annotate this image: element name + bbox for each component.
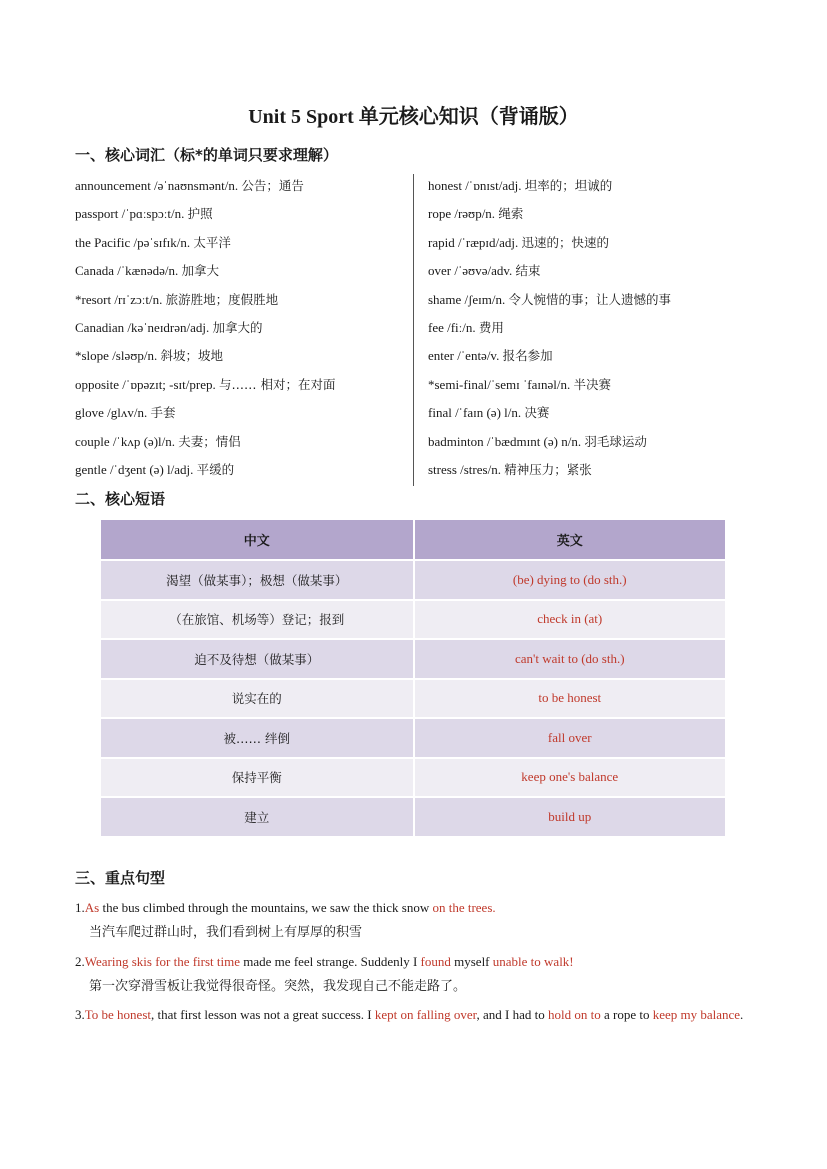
vocab-word: rope /rəʊp/n. (428, 206, 496, 222)
table-header-row (101, 520, 726, 560)
vocab-word: fee /fiː/n. (428, 319, 476, 335)
phrase-chinese: 被…… 绊倒 (101, 718, 414, 758)
vocab-meaning: 加拿大 (181, 263, 220, 279)
vocab-word: shame /ʃeɪm/n. (428, 291, 506, 307)
vocab-item (75, 257, 335, 285)
sentence-text: . (740, 1007, 744, 1022)
vocab-meaning: 旅游胜地；度假胜地 (165, 291, 279, 307)
highlight: Wearing skis for the first time (84, 954, 241, 969)
vocab-meaning: 坦率的；坦诚的 (524, 178, 613, 193)
vocab-item (428, 229, 671, 257)
sentence-number: 1. (75, 900, 85, 915)
sentence-text: made me feel strange. Suddenly I (240, 954, 421, 969)
vocab-meaning: 决赛 (524, 405, 550, 421)
vocab-meaning: 与…… 相对；在对面 (219, 376, 336, 392)
phrase-english: check in (at) (414, 600, 727, 640)
phrase-english: (be) dying to (do sth.) (414, 560, 727, 600)
sentence-number: 3. (75, 1007, 85, 1022)
table-row (101, 600, 726, 640)
vocab-word: honest /ˈɒnɪst/adj. (428, 178, 522, 193)
section-sentences-heading: 三、重点句型 (75, 869, 166, 887)
vocab-word: announcement /əˈnaʊnsmənt/n. (75, 178, 239, 193)
vocab-item (428, 314, 671, 342)
vocab-item (75, 428, 335, 456)
vocab-word: enter /ˈentə/v. (428, 348, 500, 364)
vocab-item (428, 172, 671, 200)
vocab-item (428, 456, 671, 484)
vocab-word: the Pacific /pəˈsɪfɪk/n. (75, 234, 191, 250)
column-divider (413, 174, 414, 486)
vocab-word: over /ˈəʊvə/adv. (428, 263, 513, 279)
sentence-3 (75, 1002, 755, 1027)
vocab-meaning: 公告；通告 (241, 178, 304, 193)
vocab-item (75, 342, 335, 370)
table-row (101, 560, 726, 600)
vocab-word: *resort /rɪˈzɔːt/n. (75, 291, 163, 307)
vocab-meaning: 羽毛球运动 (584, 433, 647, 449)
vocab-meaning: 报名参加 (502, 348, 553, 364)
vocab-item (75, 314, 335, 342)
vocab-item (75, 229, 335, 257)
vocab-item (428, 371, 671, 399)
vocab-meaning: 加拿大的 (212, 319, 263, 335)
table-row (101, 797, 726, 836)
table-row (101, 758, 726, 798)
highlight: found (420, 954, 451, 969)
table-row (101, 639, 726, 679)
vocab-word: opposite /ˈɒpəzɪt; -sɪt/prep. (75, 376, 216, 392)
phrase-english: to be honest (414, 679, 727, 719)
highlight: unable to walk! (492, 954, 574, 969)
vocab-word: Canadian /kəˈneɪdrən/adj. (75, 319, 210, 335)
vocab-word: rapid /ˈræpɪd/adj. (428, 234, 519, 250)
vocab-meaning: 平缓的 (196, 461, 235, 477)
vocab-word: stress /stres/n. (428, 461, 501, 477)
sentence-1-english (75, 895, 755, 920)
phrase-chinese: 说实在的 (101, 679, 414, 719)
vocab-word: *slope /sləʊp/n. (75, 348, 158, 364)
highlight: hold on to (547, 1007, 601, 1022)
phrase-chinese: 迫不及待想（做某事） (101, 639, 414, 679)
highlight: To be honest (84, 1007, 151, 1022)
sentence-1-chinese: 当汽车爬过群山时，我们看到树上有厚厚的积雪 (89, 925, 363, 940)
section-phrases-heading: 二、核心短语 (75, 490, 166, 508)
phrase-english: can't wait to (do sth.) (414, 639, 727, 679)
phrase-chinese: （在旅馆、机场等）登记；报到 (101, 600, 414, 640)
vocab-meaning: 绳索 (498, 206, 524, 222)
vocab-meaning: 结束 (515, 263, 541, 279)
sentence-1 (75, 895, 755, 945)
vocab-word: passport /ˈpɑːspɔːt/n. (75, 206, 185, 222)
vocab-item (75, 172, 335, 200)
sentence-text: , and I had to (476, 1007, 548, 1022)
vocab-meaning: 半决赛 (573, 376, 611, 392)
vocab-list-left (75, 172, 335, 484)
sentence-text: the bus climbed through the mountains, we saw the thick snow (99, 900, 433, 915)
vocab-meaning: 护照 (187, 206, 213, 222)
phrase-english: fall over (414, 718, 727, 758)
phrase-english: keep one's balance (414, 758, 727, 798)
sentence-3-english (75, 1002, 755, 1027)
vocab-word: Canada /ˈkænədə/n. (75, 263, 179, 279)
highlight: on the trees. (432, 900, 496, 915)
sentence-2 (75, 949, 755, 999)
phrase-chinese: 建立 (101, 797, 414, 836)
table-row (101, 679, 726, 719)
vocab-meaning: 太平洋 (193, 234, 231, 250)
vocab-item (428, 257, 671, 285)
vocab-item (428, 200, 671, 228)
page-title: Unit 5 Sport 单元核心知识（背诵版） (248, 106, 579, 128)
vocab-item (75, 399, 335, 427)
vocab-meaning: 精神压力；紧张 (504, 461, 592, 477)
vocab-item (428, 286, 671, 314)
vocab-item (75, 200, 335, 228)
vocab-meaning: 斜坡；坡地 (160, 348, 224, 364)
section-vocabulary-heading: 一、核心词汇（标*的单词只要求理解） (75, 146, 338, 164)
sentence-text: a rope to (600, 1007, 653, 1022)
highlight: keep my balance (652, 1007, 741, 1022)
vocab-item (75, 456, 335, 484)
vocab-list-right (428, 172, 671, 484)
sentence-number: 2. (75, 954, 85, 969)
vocab-item (75, 286, 335, 314)
table-row (101, 718, 726, 758)
vocab-word: couple /ˈkʌp (ə)l/n. (75, 433, 175, 449)
header-english: 英文 (414, 520, 727, 560)
vocab-item (428, 399, 671, 427)
sentence-text: myself (450, 954, 493, 969)
highlight: As (84, 900, 100, 915)
sentence-2-english (75, 949, 755, 974)
sentence-2-chinese: 第一次穿滑雪板让我觉得很奇怪。突然，我发现自己不能走路了。 (89, 979, 467, 994)
phrases-table (101, 520, 727, 836)
vocab-meaning: 令人惋惜的事；让人遗憾的事 (508, 291, 672, 307)
vocab-word: *semi-final/ˈsemɪ ˈfaɪnəl/n. (428, 376, 571, 392)
vocab-word: final /ˈfaɪn (ə) l/n. (428, 405, 522, 421)
vocab-item (428, 342, 671, 370)
vocab-item (75, 371, 335, 399)
vocab-meaning: 手套 (150, 405, 176, 421)
header-chinese: 中文 (101, 520, 414, 560)
vocab-word: badminton /ˈbædmɪnt (ə) n/n. (428, 433, 582, 449)
vocab-word: glove /glʌv/n. (75, 405, 148, 421)
vocab-word: gentle /ˈdʒent (ə) l/adj. (75, 461, 194, 477)
phrase-chinese: 渴望（做某事）；极想（做某事） (101, 560, 414, 600)
vocab-meaning: 费用 (478, 319, 504, 335)
phrase-chinese: 保持平衡 (101, 758, 414, 798)
vocab-meaning: 迅速的；快速的 (521, 234, 610, 250)
vocab-meaning: 夫妻；情侣 (178, 433, 241, 449)
vocab-item (428, 428, 671, 456)
sentence-text: , that first lesson was not a great success. I (151, 1007, 375, 1022)
highlight: kept on falling over (374, 1007, 477, 1022)
phrase-english: build up (414, 797, 727, 836)
